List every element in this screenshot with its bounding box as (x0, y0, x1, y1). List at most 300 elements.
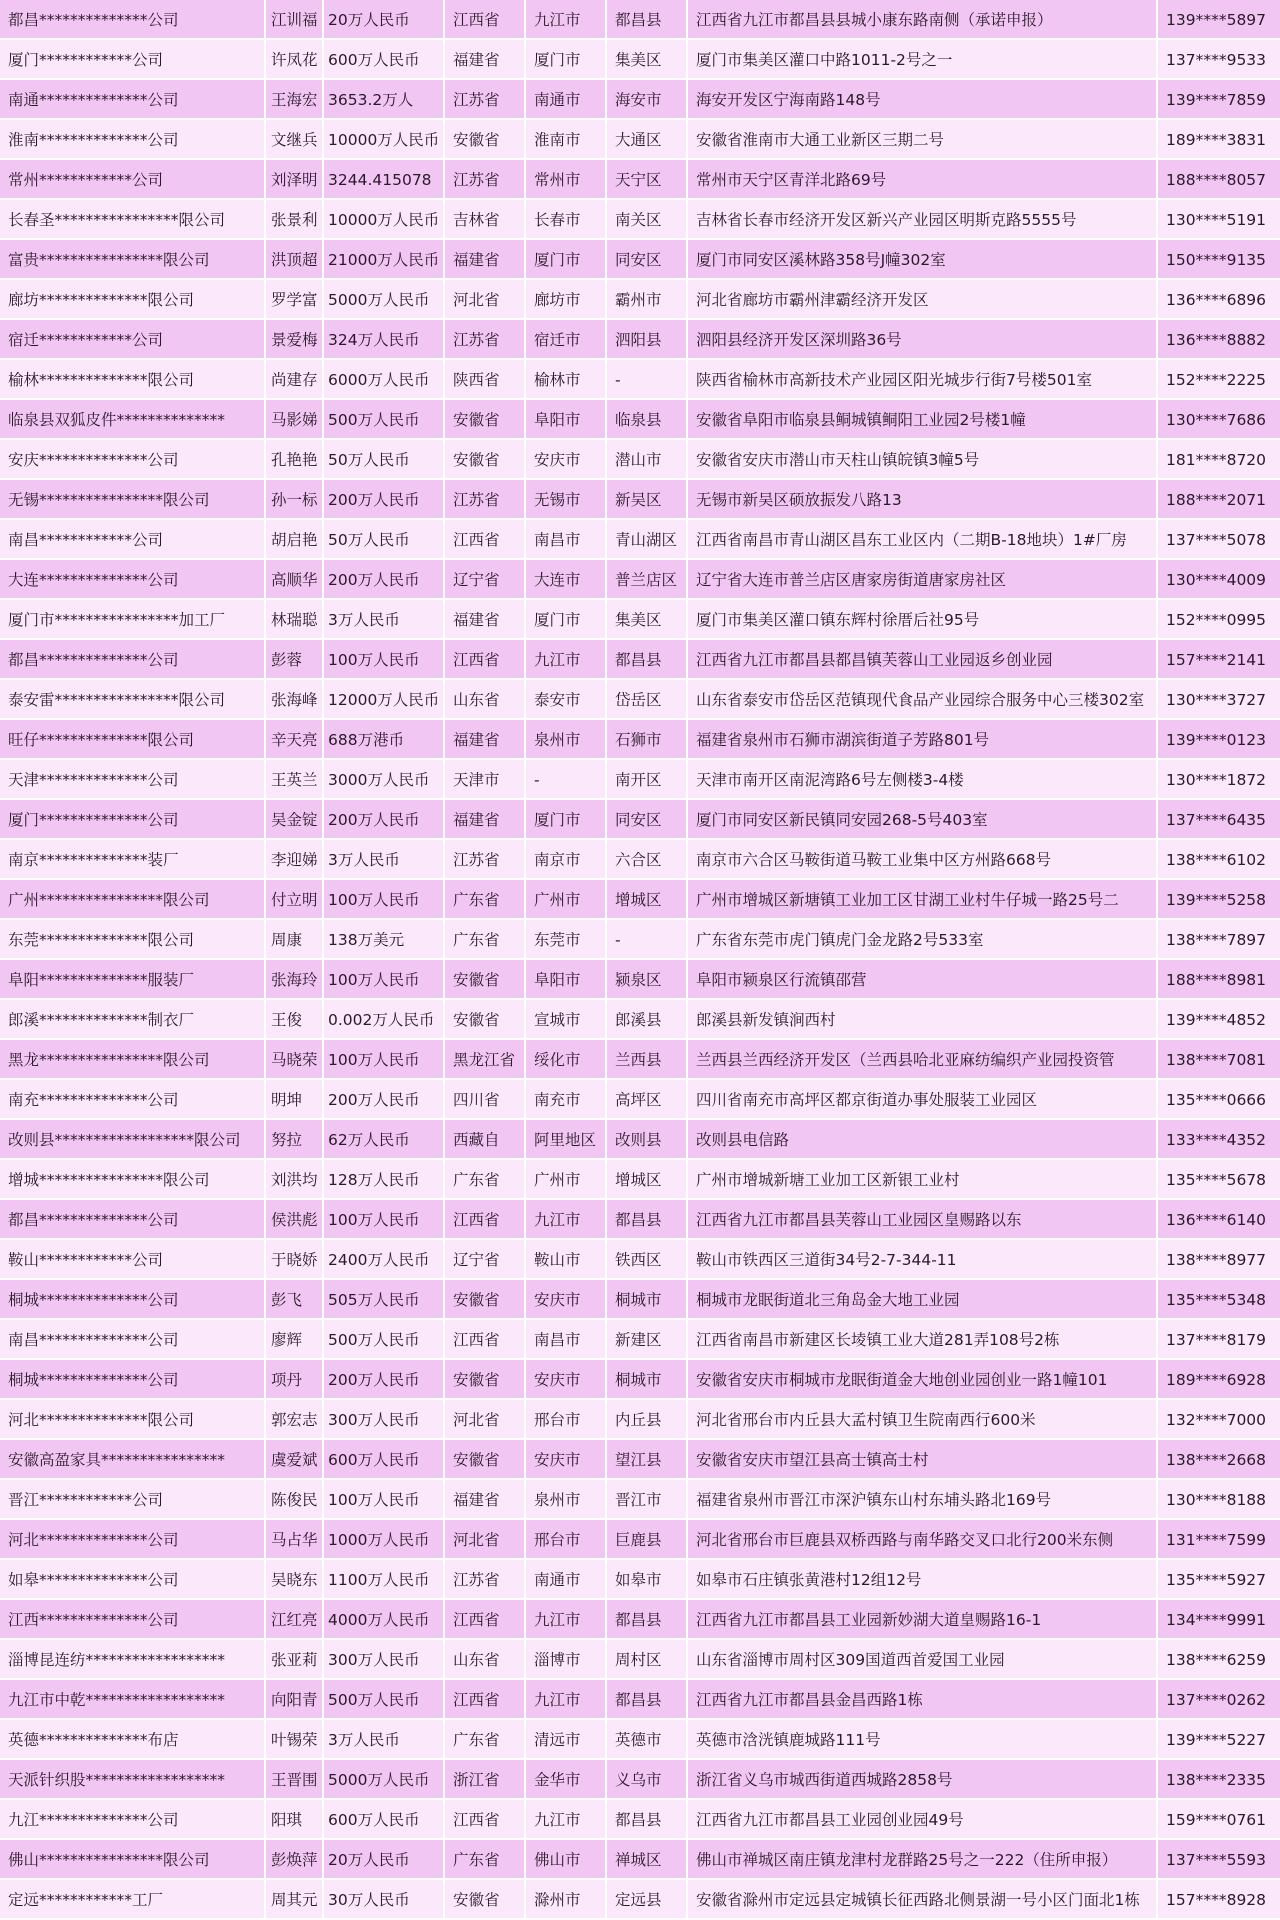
legal-rep-cell: 周其元 (266, 1880, 324, 1920)
registered-capital-cell: 500万人民币 (324, 1320, 445, 1360)
province-cell: 陕西省 (445, 360, 526, 400)
legal-rep-cell: 张海峰 (266, 680, 324, 720)
city-cell: 广州市 (526, 1160, 607, 1200)
company-name-cell: 都昌**************公司 (0, 0, 266, 40)
district-cell: 定远县 (607, 1880, 688, 1920)
company-name-cell: 河北**************公司 (0, 1520, 266, 1560)
legal-rep-cell: 明坤 (266, 1080, 324, 1120)
registered-capital-cell: 6000万人民币 (324, 360, 445, 400)
registered-capital-cell: 1000万人民币 (324, 1520, 445, 1560)
city-cell: 阜阳市 (526, 960, 607, 1000)
registered-capital-cell: 12000万人民币 (324, 680, 445, 720)
address-cell: 广州市增城区新塘镇工业加工区甘湖工业村牛仔城一路25号二 (688, 880, 1158, 920)
registered-capital-cell: 500万人民币 (324, 400, 445, 440)
table-row (0, 1200, 1280, 1240)
table-row (0, 200, 1280, 240)
company-name-cell: 都昌**************公司 (0, 1200, 266, 1240)
phone-cell: 130****7686 (1158, 400, 1280, 440)
registered-capital-cell: 100万人民币 (324, 1480, 445, 1520)
phone-cell: 135****0666 (1158, 1080, 1280, 1120)
city-cell: 九江市 (526, 0, 607, 40)
address-cell: 辽宁省大连市普兰店区唐家房街道唐家房社区 (688, 560, 1158, 600)
company-name-cell: 南通**************公司 (0, 80, 266, 120)
province-cell: 天津市 (445, 760, 526, 800)
legal-rep-cell: 马占华 (266, 1520, 324, 1560)
company-name-cell: 淮南**************公司 (0, 120, 266, 160)
city-cell: 南昌市 (526, 1320, 607, 1360)
province-cell: 江西省 (445, 0, 526, 40)
district-cell: 南开区 (607, 760, 688, 800)
phone-cell: 188****8981 (1158, 960, 1280, 1000)
phone-cell: 130****4009 (1158, 560, 1280, 600)
city-cell: 榆林市 (526, 360, 607, 400)
legal-rep-cell: 阳琪 (266, 1800, 324, 1840)
legal-rep-cell: 马影娣 (266, 400, 324, 440)
registered-capital-cell: 3653.2万人 (324, 80, 445, 120)
province-cell: 安徽省 (445, 1440, 526, 1480)
district-cell: 天宁区 (607, 160, 688, 200)
district-cell: 都昌县 (607, 640, 688, 680)
district-cell: 晋江市 (607, 1480, 688, 1520)
registered-capital-cell: 200万人民币 (324, 1360, 445, 1400)
company-name-cell: 无锡****************限公司 (0, 480, 266, 520)
legal-rep-cell: 张景利 (266, 200, 324, 240)
province-cell: 安徽省 (445, 1360, 526, 1400)
company-name-cell: 厦门**************公司 (0, 800, 266, 840)
registered-capital-cell: 200万人民币 (324, 480, 445, 520)
address-cell: 海安开发区宁海南路148号 (688, 80, 1158, 120)
phone-cell: 134****9991 (1158, 1600, 1280, 1640)
address-cell: 广东省东莞市虎门镇虎门金龙路2号533室 (688, 920, 1158, 960)
province-cell: 安徽省 (445, 1880, 526, 1920)
district-cell: 郎溪县 (607, 1000, 688, 1040)
table-row (0, 960, 1280, 1000)
province-cell: 安徽省 (445, 960, 526, 1000)
phone-cell: 135****5927 (1158, 1560, 1280, 1600)
registered-capital-cell: 600万人民币 (324, 1440, 445, 1480)
company-name-cell: 榆林**************限公司 (0, 360, 266, 400)
legal-rep-cell: 尚建存 (266, 360, 324, 400)
province-cell: 吉林省 (445, 200, 526, 240)
phone-cell: 138****2668 (1158, 1440, 1280, 1480)
district-cell: 南关区 (607, 200, 688, 240)
province-cell: 山东省 (445, 1640, 526, 1680)
phone-cell: 130****1872 (1158, 760, 1280, 800)
table-row (0, 1800, 1280, 1840)
phone-cell: 139****5258 (1158, 880, 1280, 920)
legal-rep-cell: 孔艳艳 (266, 440, 324, 480)
province-cell: 安徽省 (445, 1280, 526, 1320)
phone-cell: 139****0123 (1158, 720, 1280, 760)
district-cell: 临泉县 (607, 400, 688, 440)
province-cell: 黑龙江省 (445, 1040, 526, 1080)
legal-rep-cell: 张亚莉 (266, 1640, 324, 1680)
company-name-cell: 廊坊**************限公司 (0, 280, 266, 320)
city-cell: 安庆市 (526, 1280, 607, 1320)
legal-rep-cell: 李迎娣 (266, 840, 324, 880)
table-row (0, 680, 1280, 720)
company-name-cell: 增城****************限公司 (0, 1160, 266, 1200)
phone-cell: 136****8882 (1158, 320, 1280, 360)
phone-cell: 188****8057 (1158, 160, 1280, 200)
province-cell: 安徽省 (445, 1000, 526, 1040)
company-name-cell: 桐城**************公司 (0, 1280, 266, 1320)
company-name-cell: 九江**************公司 (0, 1800, 266, 1840)
province-cell: 安徽省 (445, 400, 526, 440)
registered-capital-cell: 500万人民币 (324, 1680, 445, 1720)
company-name-cell: 郎溪**************制衣厂 (0, 1000, 266, 1040)
district-cell: 兰西县 (607, 1040, 688, 1080)
address-cell: 常州市天宁区青洋北路69号 (688, 160, 1158, 200)
province-cell: 广东省 (445, 920, 526, 960)
table-row (0, 760, 1280, 800)
company-name-cell: 江西**************公司 (0, 1600, 266, 1640)
province-cell: 河北省 (445, 280, 526, 320)
address-cell: 江西省九江市都昌县都昌镇芙蓉山工业园返乡创业园 (688, 640, 1158, 680)
company-name-cell: 旺仔**************限公司 (0, 720, 266, 760)
address-cell: 江西省南昌市青山湖区昌东工业区内（二期B-18地块）1#厂房 (688, 520, 1158, 560)
company-name-cell: 临泉县双狐皮件************** (0, 400, 266, 440)
city-cell: 泉州市 (526, 720, 607, 760)
province-cell: 河北省 (445, 1400, 526, 1440)
phone-cell: 159****0761 (1158, 1800, 1280, 1840)
district-cell: 都昌县 (607, 1680, 688, 1720)
province-cell: 江苏省 (445, 1560, 526, 1600)
district-cell: 同安区 (607, 240, 688, 280)
phone-cell: 138****8977 (1158, 1240, 1280, 1280)
province-cell: 福建省 (445, 240, 526, 280)
address-cell: 天津市南开区南泥湾路6号左侧楼3-4楼 (688, 760, 1158, 800)
registered-capital-cell: 100万人民币 (324, 880, 445, 920)
company-name-cell: 厦门************公司 (0, 40, 266, 80)
table-row (0, 1240, 1280, 1280)
province-cell: 广东省 (445, 1840, 526, 1880)
table-row (0, 1560, 1280, 1600)
registered-capital-cell: 505万人民币 (324, 1280, 445, 1320)
registered-capital-cell: 50万人民币 (324, 520, 445, 560)
company-name-cell: 东莞**************限公司 (0, 920, 266, 960)
registered-capital-cell: 3000万人民币 (324, 760, 445, 800)
legal-rep-cell: 郭宏志 (266, 1400, 324, 1440)
legal-rep-cell: 王海宏 (266, 80, 324, 120)
province-cell: 广东省 (445, 1160, 526, 1200)
legal-rep-cell: 江训福 (266, 0, 324, 40)
city-cell: 南通市 (526, 1560, 607, 1600)
district-cell: 内丘县 (607, 1400, 688, 1440)
table-row (0, 1280, 1280, 1320)
legal-rep-cell: 叶锡荣 (266, 1720, 324, 1760)
district-cell: 都昌县 (607, 1600, 688, 1640)
legal-rep-cell: 彭焕萍 (266, 1840, 324, 1880)
legal-rep-cell: 孙一标 (266, 480, 324, 520)
table-row (0, 240, 1280, 280)
province-cell: 江苏省 (445, 480, 526, 520)
province-cell: 福建省 (445, 600, 526, 640)
district-cell: 周村区 (607, 1640, 688, 1680)
registered-capital-cell: 200万人民币 (324, 560, 445, 600)
province-cell: 安徽省 (445, 440, 526, 480)
address-cell: 河北省廊坊市霸州津霸经济开发区 (688, 280, 1158, 320)
table-row (0, 1080, 1280, 1120)
phone-cell: 138****6102 (1158, 840, 1280, 880)
district-cell: 新建区 (607, 1320, 688, 1360)
table-row (0, 1680, 1280, 1720)
province-cell: 西藏自 (445, 1120, 526, 1160)
province-cell: 广东省 (445, 880, 526, 920)
registered-capital-cell: 5000万人民币 (324, 280, 445, 320)
company-name-cell: 淄博昆连纺****************** (0, 1640, 266, 1680)
legal-rep-cell: 向阳青 (266, 1680, 324, 1720)
province-cell: 四川省 (445, 1080, 526, 1120)
phone-cell: 130****3727 (1158, 680, 1280, 720)
province-cell: 浙江省 (445, 1760, 526, 1800)
address-cell: 安徽省阜阳市临泉县鲖城镇鲖阳工业园2号楼1幢 (688, 400, 1158, 440)
address-cell: 安徽省安庆市潜山市天柱山镇皖镇3幢5号 (688, 440, 1158, 480)
province-cell: 江苏省 (445, 80, 526, 120)
province-cell: 辽宁省 (445, 1240, 526, 1280)
legal-rep-cell: 刘洪均 (266, 1160, 324, 1200)
city-cell: 九江市 (526, 1800, 607, 1840)
company-name-cell: 如皋**************公司 (0, 1560, 266, 1600)
address-cell: 福建省泉州市晋江市深沪镇东山村东埔头路北169号 (688, 1480, 1158, 1520)
registered-capital-cell: 4000万人民币 (324, 1600, 445, 1640)
registered-capital-cell: 2400万人民币 (324, 1240, 445, 1280)
company-name-cell: 富贵****************限公司 (0, 240, 266, 280)
registered-capital-cell: 50万人民币 (324, 440, 445, 480)
district-cell: 增城区 (607, 1160, 688, 1200)
registered-capital-cell: 300万人民币 (324, 1640, 445, 1680)
city-cell: - (526, 760, 607, 800)
district-cell: 六合区 (607, 840, 688, 880)
legal-rep-cell: 张海玲 (266, 960, 324, 1000)
city-cell: 常州市 (526, 160, 607, 200)
registered-capital-cell: 3万人民币 (324, 840, 445, 880)
city-cell: 九江市 (526, 640, 607, 680)
legal-rep-cell: 马晓荣 (266, 1040, 324, 1080)
table-row (0, 1520, 1280, 1560)
district-cell: - (607, 920, 688, 960)
legal-rep-cell: 努拉 (266, 1120, 324, 1160)
address-cell: 南京市六合区马鞍街道马鞍工业集中区方州路668号 (688, 840, 1158, 880)
phone-cell: 130****5191 (1158, 200, 1280, 240)
district-cell: 都昌县 (607, 0, 688, 40)
legal-rep-cell: 文继兵 (266, 120, 324, 160)
table-row (0, 640, 1280, 680)
province-cell: 辽宁省 (445, 560, 526, 600)
city-cell: 南昌市 (526, 520, 607, 560)
table-row (0, 600, 1280, 640)
province-cell: 江西省 (445, 1680, 526, 1720)
legal-rep-cell: 周康 (266, 920, 324, 960)
address-cell: 山东省淄博市周村区309国道西首爱国工业园 (688, 1640, 1158, 1680)
legal-rep-cell: 吴金锭 (266, 800, 324, 840)
company-name-cell: 桐城**************公司 (0, 1360, 266, 1400)
city-cell: 廊坊市 (526, 280, 607, 320)
table-row (0, 520, 1280, 560)
city-cell: 淄博市 (526, 1640, 607, 1680)
phone-cell: 152****2225 (1158, 360, 1280, 400)
table-row (0, 1160, 1280, 1200)
province-cell: 江西省 (445, 1200, 526, 1240)
table-row (0, 800, 1280, 840)
company-name-cell: 广州****************限公司 (0, 880, 266, 920)
district-cell: 霸州市 (607, 280, 688, 320)
city-cell: 东莞市 (526, 920, 607, 960)
address-cell: 江西省九江市都昌县工业园新妙湖大道皇赐路16-1 (688, 1600, 1158, 1640)
registered-capital-cell: 128万人民币 (324, 1160, 445, 1200)
district-cell: 大通区 (607, 120, 688, 160)
phone-cell: 139****5897 (1158, 0, 1280, 40)
company-name-cell: 大连**************公司 (0, 560, 266, 600)
address-cell: 江西省九江市都昌县县城小康东路南侧（承诺申报） (688, 0, 1158, 40)
district-cell: 集美区 (607, 600, 688, 640)
address-cell: 桐城市龙眠街道北三角岛金大地工业园 (688, 1280, 1158, 1320)
legal-rep-cell: 江红亮 (266, 1600, 324, 1640)
legal-rep-cell: 虞爱斌 (266, 1440, 324, 1480)
district-cell: 都昌县 (607, 1200, 688, 1240)
phone-cell: 157****8928 (1158, 1880, 1280, 1920)
phone-cell: 137****5078 (1158, 520, 1280, 560)
city-cell: 广州市 (526, 880, 607, 920)
registered-capital-cell: 20万人民币 (324, 0, 445, 40)
company-name-cell: 安徽高盈家具**************** (0, 1440, 266, 1480)
legal-rep-cell: 侯洪彪 (266, 1200, 324, 1240)
province-cell: 广东省 (445, 1720, 526, 1760)
registered-capital-cell: 138万美元 (324, 920, 445, 960)
registered-capital-cell: 100万人民币 (324, 960, 445, 1000)
district-cell: 桐城市 (607, 1360, 688, 1400)
phone-cell: 137****6435 (1158, 800, 1280, 840)
company-name-cell: 厦门市****************加工厂 (0, 600, 266, 640)
legal-rep-cell: 陈俊民 (266, 1480, 324, 1520)
address-cell: 江西省九江市都昌县工业园创业园49号 (688, 1800, 1158, 1840)
phone-cell: 137****9533 (1158, 40, 1280, 80)
city-cell: 宣城市 (526, 1000, 607, 1040)
address-cell: 河北省邢台市巨鹿县双桥西路与南华路交叉口北行200米东侧 (688, 1520, 1158, 1560)
company-name-cell: 鞍山************公司 (0, 1240, 266, 1280)
legal-rep-cell: 胡启艳 (266, 520, 324, 560)
registered-capital-cell: 100万人民币 (324, 640, 445, 680)
address-cell: 四川省南充市高坪区都京街道办事处服装工业园区 (688, 1080, 1158, 1120)
phone-cell: 133****4352 (1158, 1120, 1280, 1160)
address-cell: 厦门市同安区溪林路358号J幢302室 (688, 240, 1158, 280)
legal-rep-cell: 刘泽明 (266, 160, 324, 200)
company-name-cell: 长春圣****************限公司 (0, 200, 266, 240)
address-cell: 河北省邢台市内丘县大孟村镇卫生院南西行600米 (688, 1400, 1158, 1440)
district-cell: 新吴区 (607, 480, 688, 520)
registered-capital-cell: 0.002万人民币 (324, 1000, 445, 1040)
address-cell: 如皋市石庄镇张黄港村12组12号 (688, 1560, 1158, 1600)
city-cell: 绥化市 (526, 1040, 607, 1080)
company-name-cell: 天派针织股****************** (0, 1760, 266, 1800)
city-cell: 南京市 (526, 840, 607, 880)
province-cell: 江西省 (445, 1320, 526, 1360)
table-row (0, 440, 1280, 480)
address-cell: 江西省南昌市新建区长堎镇工业大道281弄108号2栋 (688, 1320, 1158, 1360)
phone-cell: 139****4852 (1158, 1000, 1280, 1040)
province-cell: 江西省 (445, 1800, 526, 1840)
district-cell: 高坪区 (607, 1080, 688, 1120)
legal-rep-cell: 景爱梅 (266, 320, 324, 360)
registered-capital-cell: 5000万人民币 (324, 1760, 445, 1800)
registered-capital-cell: 30万人民币 (324, 1880, 445, 1920)
city-cell: 九江市 (526, 1200, 607, 1240)
phone-cell: 188****2071 (1158, 480, 1280, 520)
company-name-cell: 安庆**************公司 (0, 440, 266, 480)
registered-capital-cell: 324万人民币 (324, 320, 445, 360)
district-cell: 义乌市 (607, 1760, 688, 1800)
table-row (0, 120, 1280, 160)
registered-capital-cell: 1100万人民币 (324, 1560, 445, 1600)
legal-rep-cell: 高顺华 (266, 560, 324, 600)
district-cell: 潜山市 (607, 440, 688, 480)
company-name-cell: 英德**************布店 (0, 1720, 266, 1760)
table-row (0, 1320, 1280, 1360)
table-row (0, 1120, 1280, 1160)
table-row (0, 480, 1280, 520)
city-cell: 阜阳市 (526, 400, 607, 440)
registered-capital-cell: 10000万人民币 (324, 120, 445, 160)
district-cell: 都昌县 (607, 1800, 688, 1840)
table-row (0, 1600, 1280, 1640)
table-row (0, 360, 1280, 400)
address-cell: 江西省九江市都昌县金昌西路1栋 (688, 1680, 1158, 1720)
phone-cell: 138****2335 (1158, 1760, 1280, 1800)
city-cell: 宿迁市 (526, 320, 607, 360)
company-name-cell: 黑龙****************限公司 (0, 1040, 266, 1080)
legal-rep-cell: 彭蓉 (266, 640, 324, 680)
phone-cell: 132****7000 (1158, 1400, 1280, 1440)
province-cell: 河北省 (445, 1520, 526, 1560)
province-cell: 福建省 (445, 40, 526, 80)
district-cell: 如皋市 (607, 1560, 688, 1600)
province-cell: 福建省 (445, 1480, 526, 1520)
address-cell: 鞍山市铁西区三道街34号2-7-344-11 (688, 1240, 1158, 1280)
province-cell: 安徽省 (445, 120, 526, 160)
city-cell: 佛山市 (526, 1840, 607, 1880)
company-name-cell: 晋江************公司 (0, 1480, 266, 1520)
city-cell: 南充市 (526, 1080, 607, 1120)
legal-rep-cell: 项丹 (266, 1360, 324, 1400)
registered-capital-cell: 300万人民币 (324, 1400, 445, 1440)
legal-rep-cell: 彭飞 (266, 1280, 324, 1320)
phone-cell: 136****6896 (1158, 280, 1280, 320)
district-cell: 增城区 (607, 880, 688, 920)
legal-rep-cell: 许凤花 (266, 40, 324, 80)
legal-rep-cell: 廖辉 (266, 1320, 324, 1360)
city-cell: 九江市 (526, 1600, 607, 1640)
address-cell: 江西省九江市都昌县芙蓉山工业园区皇赐路以东 (688, 1200, 1158, 1240)
registered-capital-cell: 62万人民币 (324, 1120, 445, 1160)
registered-capital-cell: 100万人民币 (324, 1200, 445, 1240)
city-cell: 南通市 (526, 80, 607, 120)
company-name-cell: 都昌**************公司 (0, 640, 266, 680)
city-cell: 鞍山市 (526, 1240, 607, 1280)
city-cell: 金华市 (526, 1760, 607, 1800)
phone-cell: 139****5227 (1158, 1720, 1280, 1760)
phone-cell: 181****8720 (1158, 440, 1280, 480)
address-cell: 陕西省榆林市高新技术产业园区阳光城步行街7号楼501室 (688, 360, 1158, 400)
company-name-cell: 改则县******************限公司 (0, 1120, 266, 1160)
city-cell: 九江市 (526, 1680, 607, 1720)
company-name-cell: 南京**************装厂 (0, 840, 266, 880)
province-cell: 山东省 (445, 680, 526, 720)
province-cell: 江西省 (445, 520, 526, 560)
phone-cell: 150****9135 (1158, 240, 1280, 280)
company-name-cell: 九江市中乾****************** (0, 1680, 266, 1720)
district-cell: 巨鹿县 (607, 1520, 688, 1560)
company-name-cell: 南昌**************公司 (0, 1320, 266, 1360)
